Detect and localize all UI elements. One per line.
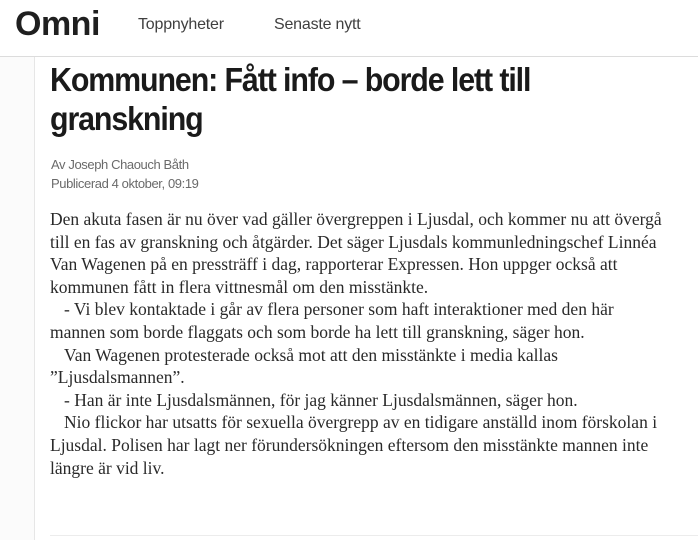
article-title: Kommunen: Fått info – borde lett till granskning (50, 61, 531, 137)
article-paragraph: Van Wagenen protesterade också mot att den misstänkte i media kallas ”Ljusdalsmannen”. (50, 344, 558, 388)
article-body (50, 208, 670, 479)
article-author: Av Joseph Chaouch Båth (51, 157, 189, 172)
left-gutter (0, 57, 34, 540)
nav-toppnyheter[interactable]: Toppnyheter (138, 16, 224, 33)
site-header (0, 0, 698, 57)
omni-logo[interactable]: Omni (15, 5, 100, 43)
left-divider (34, 57, 35, 540)
article-byline (51, 155, 198, 193)
article-paragraph: Den akuta fasen är nu över vad gäller övergreppen i Ljusdal, och kommer nu att övergå till en fas av granskning och åtgärder. Det säger Ljusdals kommunledningschef Linnéa Van Wagenen på en pressträff i dag, rapporterar Expressen. Hon uppger också att kommunen fått in flera vittnesmål om den misstänkte. (50, 209, 662, 297)
article-paragraph: - Vi blev kontaktade i går av flera personer som haft interaktioner med den här mannen som borde flaggats och som borde ha lett till granskning, säger hon. (50, 299, 614, 342)
article-published-date: Publicerad 4 oktober, 09:19 (51, 176, 199, 191)
content-divider (50, 535, 698, 536)
article-paragraph: - Han är inte Ljusdalsmännen, för jag känner Ljusdalsmännen, säger hon. (64, 389, 578, 410)
article-paragraph: Nio flickor har utsatts för sexuella övergrepp av en tidigare anställd inom förskolan i Ljusdal. Polisen har lagt ner förundersökningen eftersom den misstänkte mannen inte längre är vid liv. (50, 412, 658, 478)
nav-senaste-nytt[interactable]: Senaste nytt (274, 16, 361, 33)
